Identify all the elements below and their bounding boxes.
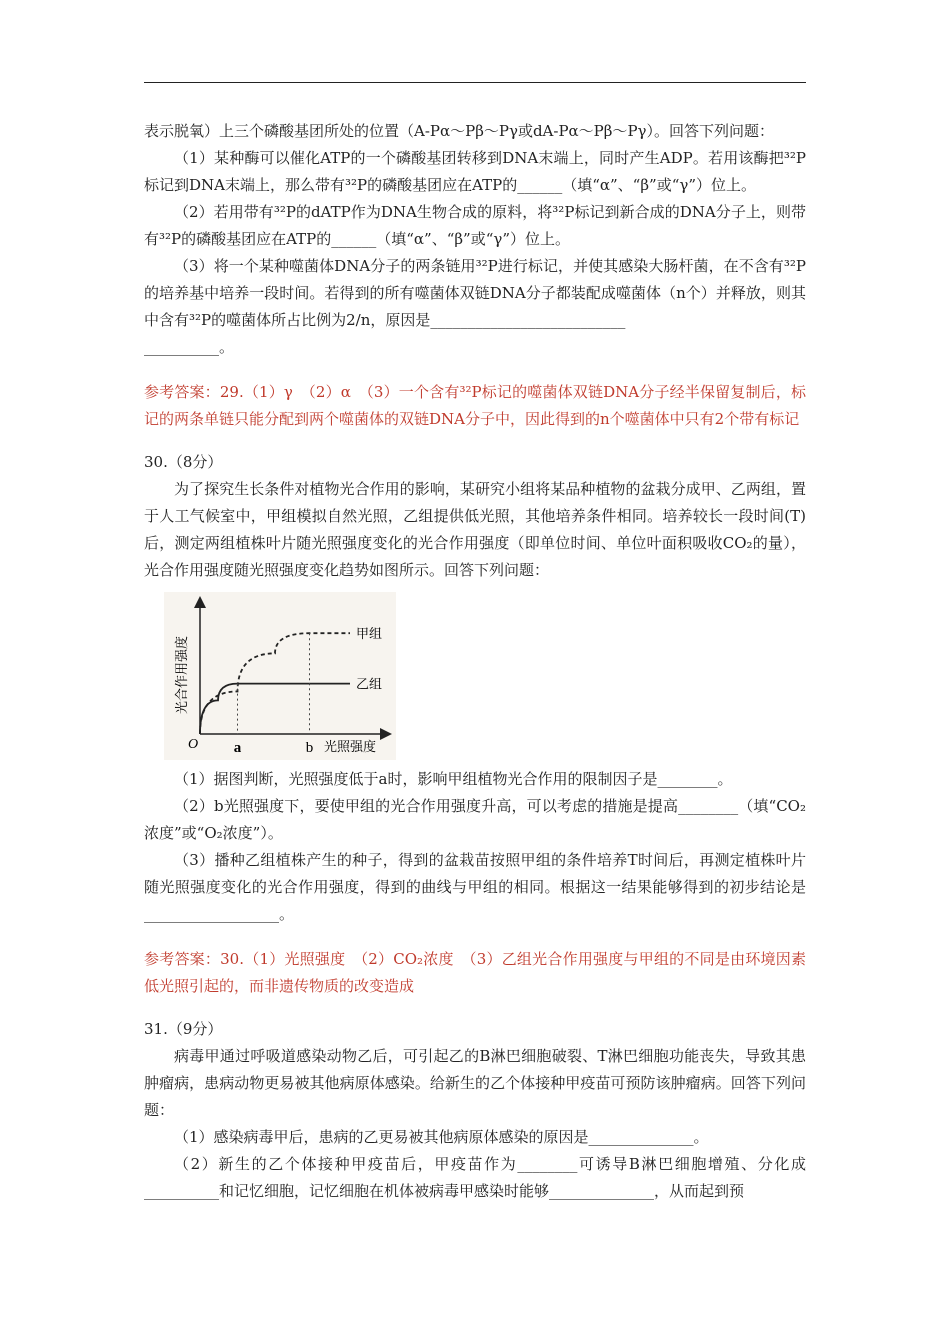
q29-part2: （2）若用带有³²P的dATP作为DNA生物合成的原料，将³²P标记到新合成的DNA分子上，则带有³²P的磷酸基团应在ATP的______（填“α”、“β”或“γ”）位上。 <box>144 203 806 248</box>
x-tick-b: b <box>305 740 314 756</box>
origin-label: O <box>188 737 199 752</box>
q31-intro: 病毒甲通过呼吸道感染动物乙后，可引起乙的B淋巴细胞破裂、T淋巴细胞功能丧失，导致其患肿瘤病，患病动物更易被其他病原体感染。给新生的乙个体接种甲疫苗可预防该肿瘤病。回答下列问题： <box>144 1047 806 1119</box>
y-axis-label: 光合作用强度 <box>175 635 190 714</box>
q30-answer: 参考答案：30.（1）光照强度 （2）CO₂浓度 （3）乙组光合作用强度与甲组的不同是由环境因素低光照引起的，而非遗传物质的改变造成 <box>144 950 806 995</box>
series-line-1 <box>200 684 350 734</box>
q30-part2: （2）b光照强度下，要使甲组的光合作用强度升高，可以考虑的措施是提高________（填“CO₂浓度”或“O₂浓度”）。 <box>144 797 806 842</box>
series-label-yi: 乙组 <box>356 677 383 693</box>
q30-part1: （1）据图判断，光照强度低于a时，影响甲组植物光合作用的限制因子是________。 <box>174 770 733 788</box>
q31-part1: （1）感染病毒甲后，患病的乙更易被其他病原体感染的原因是______________。 <box>174 1128 709 1146</box>
q30-heading: 30.（8分） <box>144 453 223 471</box>
q29-answer: 参考答案：29.（1）γ （2）α （3）一个含有³²P标记的噬菌体双链DNA分子经半保留复制后，标记的两条单链只能分配到两个噬菌体的双链DNA分子中，因此得到的n个噬菌体中只有2个带有标记 <box>144 383 806 428</box>
document-body <box>144 118 806 1205</box>
q29-part3-end: __________。 <box>144 338 235 356</box>
q31-heading: 31.（9分） <box>144 1020 223 1038</box>
q31-part2: （2）新生的乙个体接种甲疫苗后，甲疫苗作为________可诱导B淋巴细胞增殖、分化成__________和记忆细胞，记忆细胞在机体被病毒甲感染时能够______________，从而起到预 <box>144 1155 806 1200</box>
photosynthesis-chart <box>164 592 396 760</box>
series-label-jia: 甲组 <box>356 627 383 643</box>
x-tick-a: a <box>233 740 242 756</box>
chart-svg <box>164 592 396 760</box>
header-rule <box>144 82 806 83</box>
q30-intro: 为了探究生长条件对植物光合作用的影响，某研究小组将某品种植物的盆栽分成甲、乙两组，置于人工气候室中，甲组模拟自然光照，乙组提供低光照，其他培养条件相同。培养较长一段时间(T)后，测定两组植株叶片随光照强度变化的光合作用强度（即单位时间、单位叶面积吸收CO₂的量），光合作用强度随光照强度变化趋势如图所示。回答下列问题： <box>144 480 806 579</box>
q29-part3: （3）将一个某种噬菌体DNA分子的两条链用³²P进行标记，并使其感染大肠杆菌，在不含有³²P的培养基中培养一段时间。若得到的所有噬菌体双链DNA分子都装配成噬菌体（n个）并释放，则其中含有³²P的噬菌体所占比例为2/n，原因是__________________________ <box>144 257 806 329</box>
x-axis-label: 光照强度 <box>324 740 377 755</box>
q30-part3: （3）播种乙组植株产生的种子，得到的盆栽苗按照甲组的条件培养T时间后，再测定植株叶片随光照强度变化的光合作用强度，得到的曲线与甲组的相同。根据这一结果能够得到的初步结论是__________________。 <box>144 851 806 923</box>
q29-part1: （1）某种酶可以催化ATP的一个磷酸基团转移到DNA末端上，同时产生ADP。若用该酶把³²P标记到DNA末端上，那么带有³²P的磷酸基团应在ATP的______（填“α”、“β”或“γ”）位上。 <box>144 149 806 194</box>
q29-line0: 表示脱氧）上三个磷酸基团所处的位置（A-Pα～Pβ～Pγ或dA-Pα～Pβ～Pγ）。回答下列问题： <box>144 122 774 140</box>
